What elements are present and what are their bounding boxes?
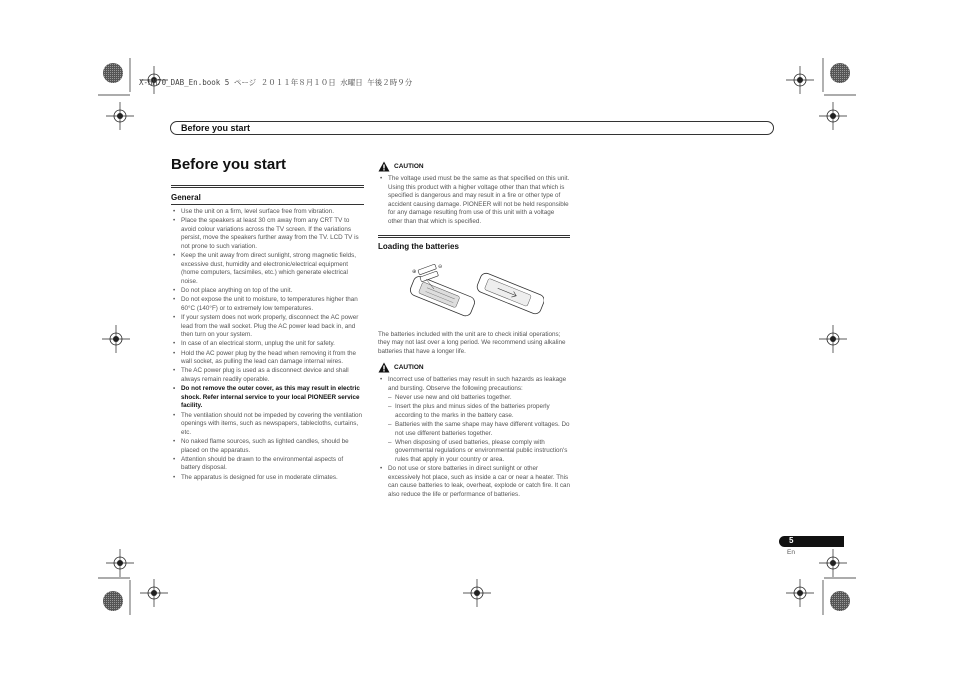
caution-list <box>378 175 570 227</box>
battery-caution-list <box>378 376 570 393</box>
caution-label: CAUTION <box>394 364 424 372</box>
warning-triangle-icon <box>378 161 390 172</box>
dash-item: – Batteries with the same shape may have different voltages. Do not use different batteries together. <box>388 421 570 438</box>
list-item: • Place the speakers at least 30 cm away from any CRT TV to avoid colour variations across the TV screen. If the variations persist, move the speakers further away from the TV. LCD TV is not prone to such variation. <box>171 217 364 251</box>
svg-text:⊖: ⊖ <box>438 263 443 270</box>
warning-triangle-icon <box>378 362 390 373</box>
list-item: • No naked flame sources, such as lighted candles, should be placed on the apparatus. <box>171 438 364 455</box>
general-heading: General <box>171 193 201 202</box>
list-item: • Incorrect use of batteries may result in such hazards as leakage and bursting. Observe the following precautions: <box>378 376 570 393</box>
list-item: • The AC power plug is used as a disconnect device and shall always remain readily operable. <box>171 367 364 384</box>
right-column <box>378 161 570 500</box>
list-item: • If your system does not work properly, disconnect the AC power lead from the wall socket. Plug the AC power lead back in, and then turn on your system. <box>171 314 364 340</box>
section-bar <box>170 121 774 135</box>
section-rule <box>378 235 570 238</box>
caution-heading <box>378 362 570 373</box>
general-list <box>171 208 364 482</box>
loading-heading: Loading the batteries <box>378 241 459 251</box>
list-item: • The voltage used must be the same as that specified on this unit. Using this product with a higher voltage other than that which is specified is dangerous and may result in a fire or other type of accident causing damage. PIONEER will not be held responsible for any damage resulting from use of this unit with a voltage other than that which is specified. <box>378 175 570 227</box>
page-title: Before you start <box>171 156 287 173</box>
list-item: • The ventilation should not be impeded by covering the ventilation openings with items, such as newspapers, tablecloths, curtains, etc. <box>171 412 364 438</box>
dash-item: – Never use new and old batteries together. <box>388 394 570 403</box>
page-number-tab <box>779 536 844 547</box>
caution-heading <box>378 161 570 172</box>
section-rule <box>171 204 364 205</box>
list-item: • Keep the unit away from direct sunlight, strong magnetic fields, excessive dust, humidity and electronic/electrical equipment (home computers, facsimiles, etc.) which generate electrical noise. <box>171 252 364 286</box>
list-item: • In case of an electrical storm, unplug the unit for safety. <box>171 340 364 349</box>
battery-caution-list-2 <box>378 465 570 499</box>
loading-paragraph: The batteries included with the unit are to check initial operations; they may not last over a long period. We recommend using alkaline batteries that have a longer life. <box>378 330 566 355</box>
list-item-warning: • Do not remove the outer cover, as this may result in electric shock. Refer internal service to your local PIONEER service facility. <box>171 385 364 411</box>
page-number: 5 <box>789 536 794 545</box>
general-section <box>171 185 364 483</box>
svg-text:⊕: ⊕ <box>412 268 417 275</box>
print-header: X-HM70_DAB_En.book 5 ページ ２０１１年８月１０日 水曜日 午後２時９分 <box>139 78 413 87</box>
list-item: • Hold the AC power plug by the head when removing it from the wall socket, as pulling the lead can damage internal wires. <box>171 350 364 367</box>
dash-item: – Insert the plus and minus sides of the batteries properly according to the marks in the battery case. <box>388 403 570 420</box>
caution-label: CAUTION <box>394 163 424 170</box>
section-rule <box>171 185 364 188</box>
battery-precaution-list <box>378 394 570 465</box>
list-item: • Do not place anything on top of the unit. <box>171 287 364 296</box>
section-bar-label: Before you start <box>181 123 251 133</box>
dash-item: – When disposing of used batteries, please comply with governmental regulations or environmental public instruction's rules that apply in your country or area. <box>388 439 570 465</box>
language-code: En <box>787 549 795 556</box>
list-item: • Attention should be drawn to the environmental aspects of battery disposal. <box>171 456 364 473</box>
list-item: • Use the unit on a firm, level surface free from vibration. <box>171 208 364 217</box>
battery-loading-illustration <box>404 263 544 325</box>
list-item: • Do not expose the unit to moisture, to temperatures higher than 60°C (140°F) or to extremely low temperatures. <box>171 296 364 313</box>
list-item: • Do not use or store batteries in direct sunlight or other excessively hot place, such as inside a car or near a heater. This can cause batteries to leak, overheat, explode or catch fire. It can also reduce the life or performance of batteries. <box>378 465 570 499</box>
list-item: • The apparatus is designed for use in moderate climates. <box>171 474 364 483</box>
